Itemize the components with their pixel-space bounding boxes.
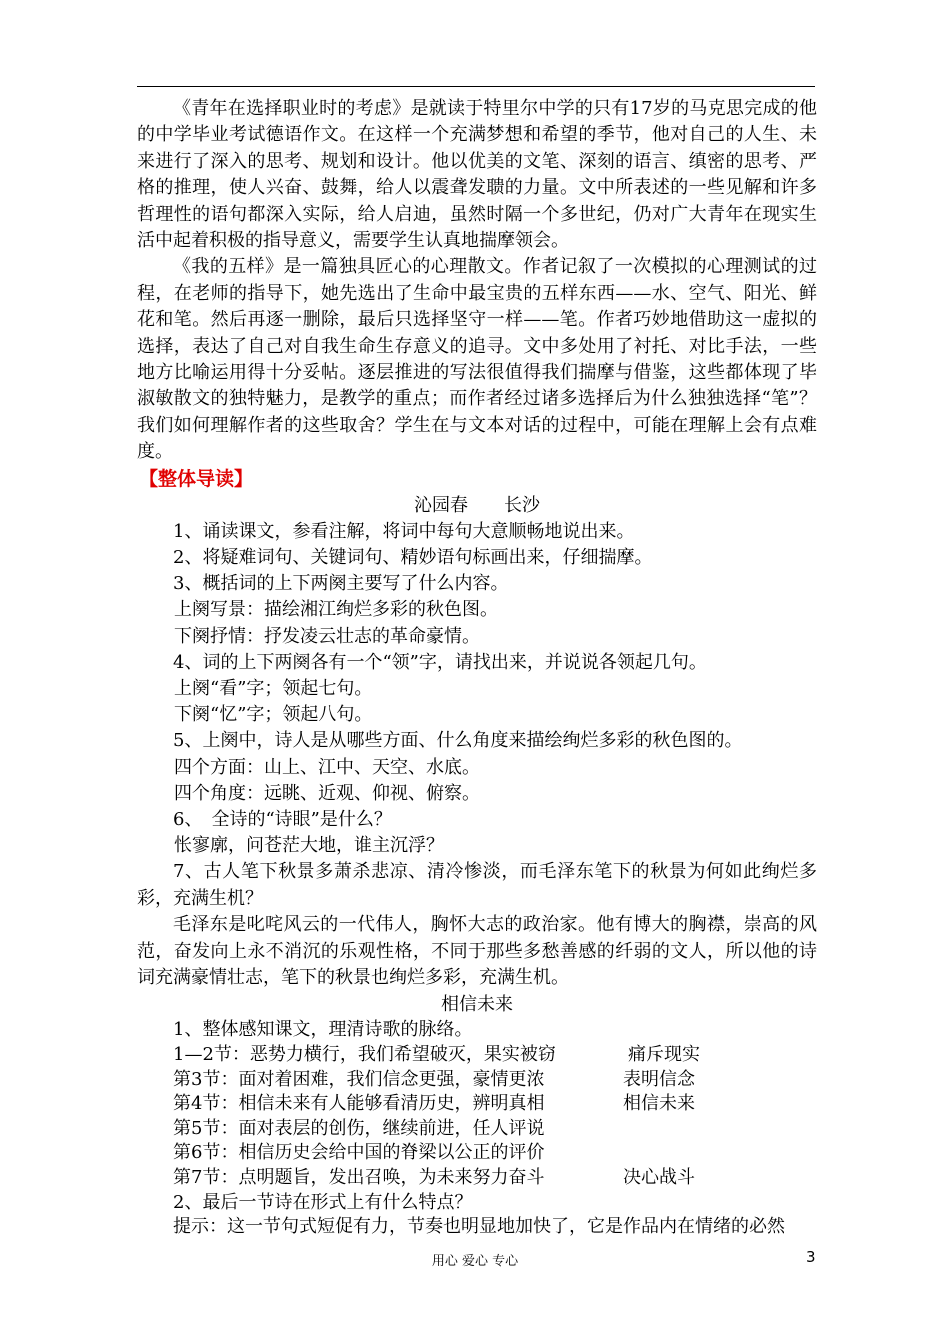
poem1-question-7: 7、古人笔下秋景多萧杀悲凉、清冷惨淡，而毛泽东笔下的秋景为何如此绚烂多彩，充满生机？ bbox=[137, 861, 817, 909]
poem2-question-2: 2、最后一节诗在形式上有什么特点？ bbox=[173, 1191, 473, 1213]
poem1-line: 下阕抒情：抒发凌云壮志的革命豪情。 bbox=[174, 625, 480, 647]
poem2-row bbox=[137, 1141, 817, 1166]
poem1-answer-7: 毛泽东是叱咤风云的一代伟人，胸怀大志的政治家。他有博大的胸襟，崇高的风范，奋发向上永不消沉的乐观性格，不同于那些多愁善感的纤弱的文人，所以他的诗词充满豪情壮志，笔下的秋景也绚烂多彩，充满生机。 bbox=[137, 914, 817, 988]
poem2-row bbox=[137, 1166, 817, 1191]
poem2-question-1: 1、整体感知课文，理清诗歌的脉络。 bbox=[173, 1019, 473, 1041]
poem2-row-left: 第7节：点明题旨，发出召唤，为未来努力奋斗 bbox=[173, 1166, 545, 1188]
poem1-line: 下阕“忆”字；领起八句。 bbox=[174, 704, 373, 726]
poem1-line: 2、将疑难词句、关键词句、精妙语句标画出来，仔细揣摩。 bbox=[173, 546, 653, 568]
poem1-line: 四个方面：山上、江中、天空、水底。 bbox=[174, 756, 480, 778]
header-rule bbox=[137, 86, 815, 87]
page-number: 3 bbox=[806, 1248, 816, 1266]
poem2-row-left: 第5节：面对表层的创伤，继续前进，任人评说 bbox=[173, 1117, 545, 1139]
poem1-title: 沁园春 长沙 bbox=[414, 494, 540, 516]
poem2-row-right: 决心战斗 bbox=[623, 1166, 695, 1188]
poem1-line: 4、词的上下两阕各有一个“领”字，请找出来，并说说各领起几句。 bbox=[173, 651, 707, 673]
page-content bbox=[137, 96, 817, 1240]
poem2-row-left: 1—2节：恶势力横行，我们希望破灭，果实被窃 bbox=[173, 1043, 556, 1065]
poem1-line: 上阕写景：描绘湘江绚烂多彩的秋色图。 bbox=[174, 599, 498, 621]
intro-paragraph-1: 《青年在选择职业时的考虑》是就读于特里尔中学的只有17岁的马克思完成的他的中学毕业考试德语作文。在这样一个充满梦想和希望的季节，他对自己的人生、未来进行了深入的思考、规划和设计。他以优美的文笔、深刻的语言、缜密的思考、严格的推理，使人兴奋、鼓舞，给人以震聋发聩的力量。文中所表述的一些见解和许多哲理性的语句都深入实际，给人启迪，虽然时隔一个多世纪，仍对广大青年在现实生活中起着积极的指导意义，需要学生认真地揣摩领会。 bbox=[137, 98, 817, 252]
poem2-row-left: 第3节：面对着困难，我们信念更强，豪情更浓 bbox=[173, 1068, 545, 1090]
poem2-row bbox=[137, 1117, 817, 1142]
poem2-row bbox=[137, 1043, 817, 1068]
intro-paragraph-2: 《我的五样》是一篇独具匠心的心理散文。作者记叙了一次模拟的心理测试的过程，在老师的指导下，她先选出了生命中最宝贵的五样东西——水、空气、阳光、鲜花和笔。然后再逐一删除，最后只选择坚守一样——笔。作者巧妙地借助这一虚拟的选择，表达了自己对自我生命生存意义的追寻。文中多处用了衬托、对比手法，一些地方比喻运用得十分妥帖。逐层推进的写法很值得我们揣摩与借鉴，这些都体现了毕淑敏散文的独特魅力，是教学的重点；而作者经过诸多选择后为什么独独选择“笔”？我们如何理解作者的这些取舍？学生在与文本对话的过程中，可能在理解上会有点难度。 bbox=[137, 256, 817, 463]
poem2-row-right: 痛斥现实 bbox=[628, 1043, 700, 1065]
poem2-row-left: 第6节：相信历史会给中国的脊梁以公正的评价 bbox=[173, 1142, 545, 1164]
page-footer: 用心 爱心 专心 bbox=[431, 1254, 519, 1269]
poem1-line: 上阕“看”字；领起七句。 bbox=[174, 677, 373, 699]
poem2-row-right: 相信未来 bbox=[623, 1093, 695, 1115]
poem1-line: 6、 全诗的“诗眼”是什么？ bbox=[173, 808, 392, 830]
poem1-line: 3、概括词的上下两阕主要写了什么内容。 bbox=[173, 573, 509, 595]
poem2-hint: 提示：这一节句式短促有力，节奏也明显地加快了，它是作品内在情绪的必然 bbox=[173, 1216, 785, 1238]
poem1-line: 1、诵读课文，参看注解，将词中每句大意顺畅地说出来。 bbox=[173, 520, 635, 542]
poem1-line: 5、上阕中，诗人是从哪些方面、什么角度来描绘绚烂多彩的秋色图的。 bbox=[173, 730, 743, 752]
poem1-line: 怅寥廓，问苍茫大地，谁主沉浮？ bbox=[174, 835, 444, 857]
poem2-row-left: 第4节：相信未来有人能够看清历史，辨明真相 bbox=[173, 1093, 545, 1115]
poem2-row bbox=[137, 1068, 817, 1093]
poem2-row-right: 表明信念 bbox=[623, 1068, 695, 1090]
poem2-title: 相信未来 bbox=[441, 994, 513, 1016]
section-heading: 【整体导读】 bbox=[139, 467, 254, 490]
poem1-line: 四个角度：远眺、近观、仰视、俯察。 bbox=[174, 782, 480, 804]
poem2-row bbox=[137, 1092, 817, 1117]
